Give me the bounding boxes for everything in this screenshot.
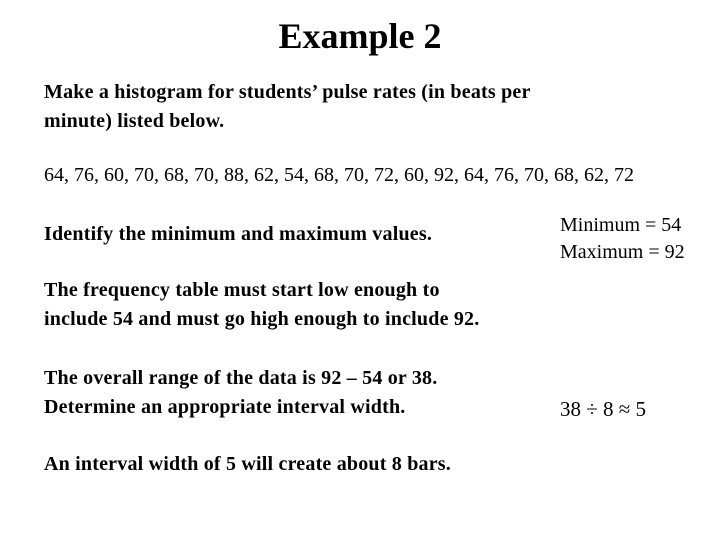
interval-width-conclusion — [44, 450, 451, 479]
slide-title: Example 2 — [278, 16, 442, 56]
interval-division-calculation — [560, 396, 646, 423]
range-statement-line-1: The frequency table must start low enough to — [44, 279, 440, 301]
intro-line-2: minute) listed below. — [44, 110, 225, 132]
intro-paragraph — [44, 78, 531, 136]
minimum-value: Minimum = 54 — [560, 214, 682, 236]
division-text: 38 ÷ 8 ≈ 5 — [560, 397, 647, 421]
intro-line-1: Make a histogram for students’ pulse rates (in beats per — [44, 81, 531, 103]
pulse-rate-data-list — [44, 162, 634, 189]
frequency-table-range-statement — [44, 276, 479, 334]
maximum-value: Maximum = 92 — [560, 241, 685, 263]
data-list-text: 64, 76, 60, 70, 68, 70, 88, 62, 54, 68, 70, 72, 60, 92, 64, 76, 70, 68, 62, 72 — [44, 164, 634, 186]
identify-min-max-prompt — [44, 220, 432, 249]
range-statement-line-2: include 54 and must go high enough to include 92. — [44, 308, 480, 330]
identify-text-line: Identify the minimum and maximum values. — [44, 223, 433, 245]
interval-result-text: An interval width of 5 will create about 8 bars. — [44, 453, 451, 475]
min-max-values — [560, 212, 685, 266]
overall-range-line-1: The overall range of the data is 92 – 54 or 38. — [44, 367, 438, 389]
overall-range-line-2: Determine an appropriate interval width. — [44, 396, 406, 418]
overall-range-statement — [44, 364, 437, 422]
